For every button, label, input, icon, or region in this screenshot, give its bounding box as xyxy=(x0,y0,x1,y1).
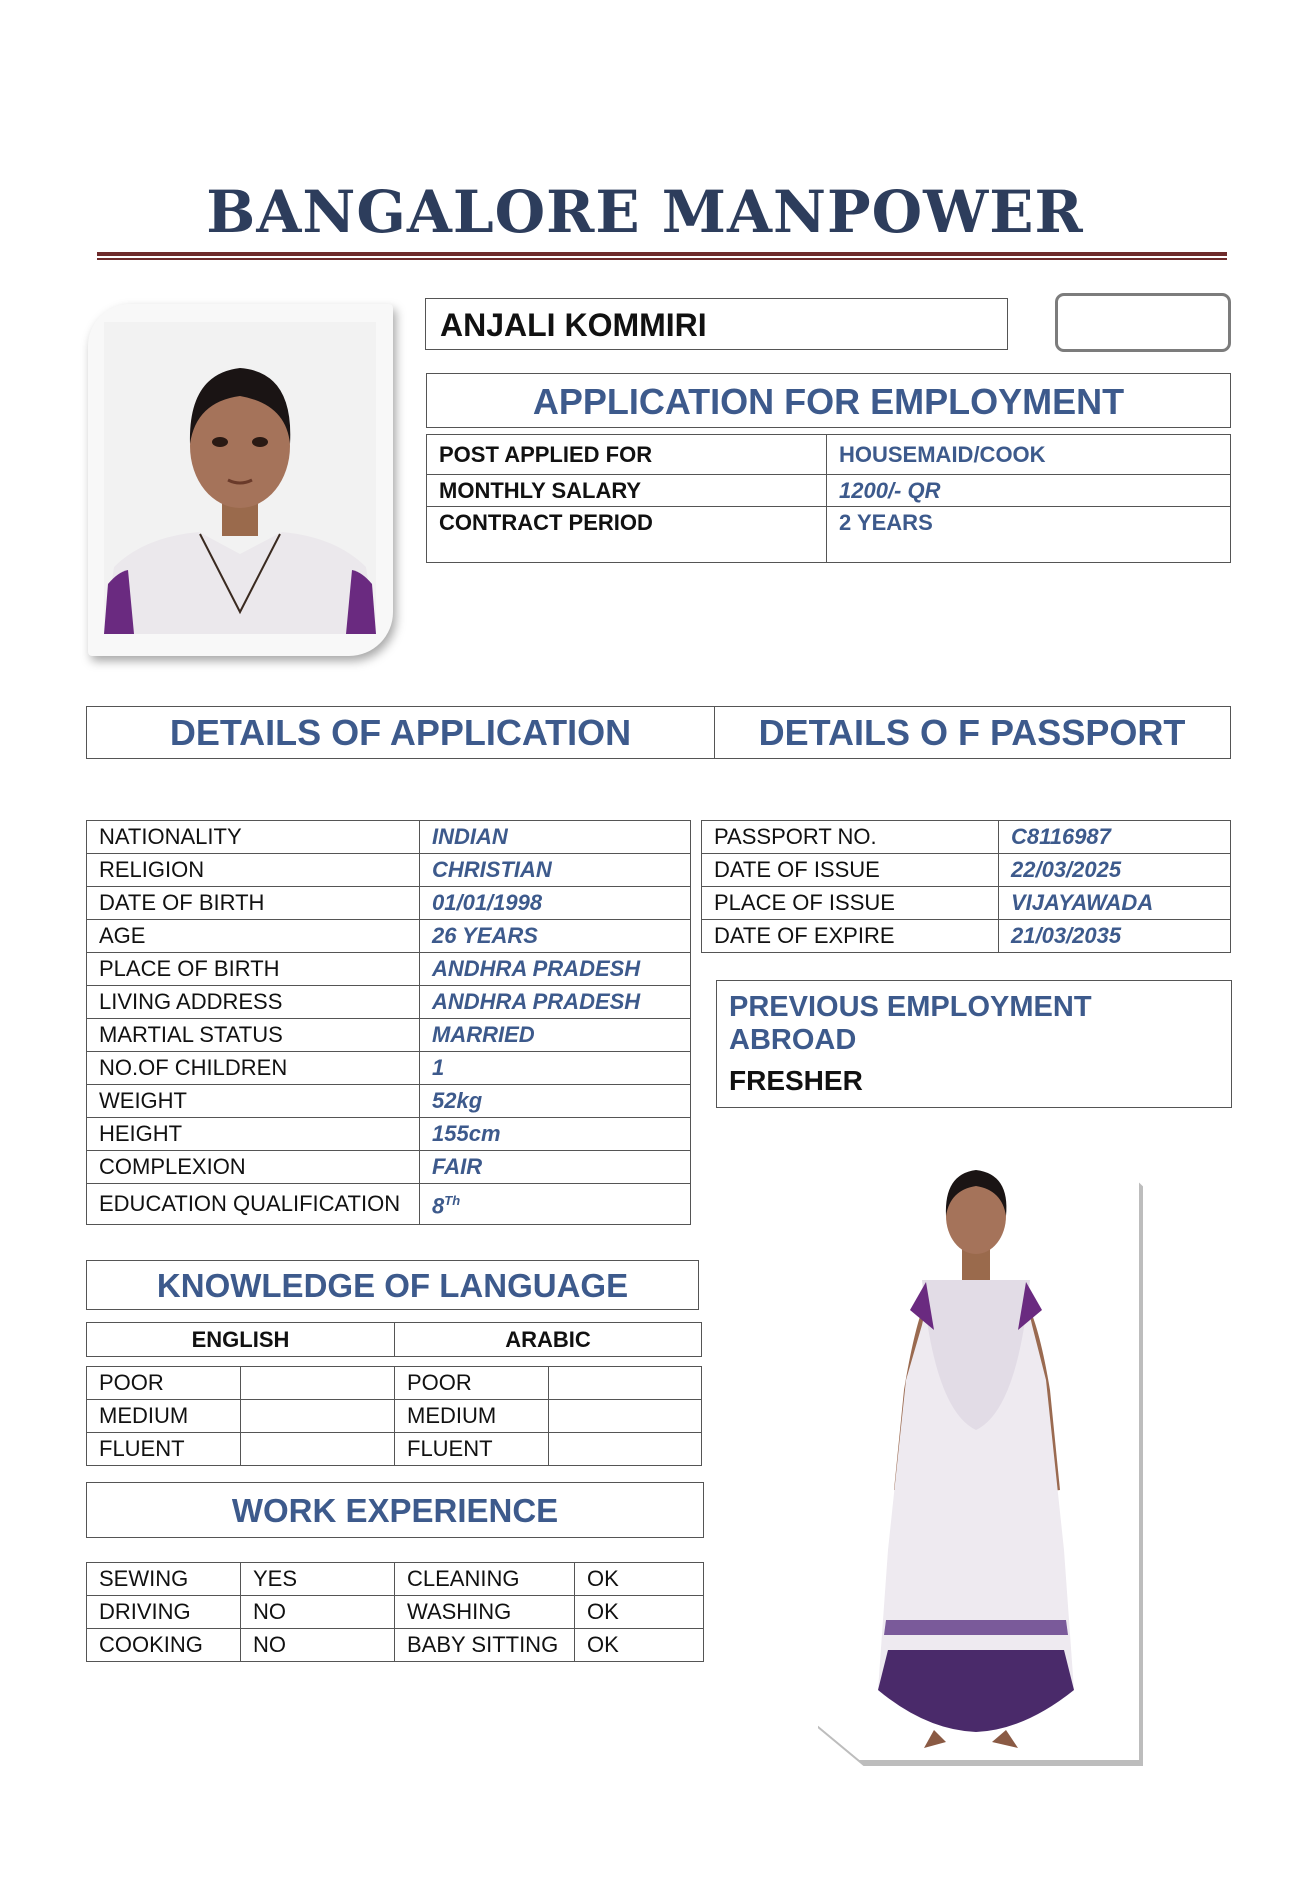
work-value: YES xyxy=(241,1563,395,1596)
work-skill: COOKING xyxy=(87,1629,241,1662)
summary-label: POST APPLIED FOR xyxy=(427,435,827,475)
arabic-level: FLUENT xyxy=(395,1433,549,1466)
summary-table xyxy=(426,434,1231,563)
detail-row xyxy=(87,1118,691,1151)
arabic-level: MEDIUM xyxy=(395,1400,549,1433)
detail-label: DATE OF BIRTH xyxy=(87,887,420,920)
detail-label: LIVING ADDRESS xyxy=(87,986,420,1019)
section-header-bar xyxy=(86,706,1231,759)
detail-row xyxy=(87,986,691,1019)
summary-value: 2 YEARS xyxy=(827,507,1231,563)
work-row xyxy=(87,1596,704,1629)
arabic-mark xyxy=(549,1400,702,1433)
detail-row xyxy=(87,953,691,986)
language-header-row xyxy=(87,1323,702,1357)
english-mark xyxy=(241,1400,395,1433)
work-value: NO xyxy=(241,1629,395,1662)
detail-label: NATIONALITY xyxy=(87,821,420,854)
passport-value: C8116987 xyxy=(999,821,1231,854)
passport-label: DATE OF ISSUE xyxy=(702,854,999,887)
full-length-photo xyxy=(814,1130,1139,1760)
detail-value: MARRIED xyxy=(420,1019,691,1052)
application-details-table xyxy=(86,820,691,1225)
work-value: NO xyxy=(241,1596,395,1629)
summary-value: 1200/- QR xyxy=(827,475,1231,507)
detail-label: NO.OF CHILDREN xyxy=(87,1052,420,1085)
language-header: KNOWLEDGE OF LANGUAGE xyxy=(86,1260,699,1310)
detail-label: WEIGHT xyxy=(87,1085,420,1118)
english-level: MEDIUM xyxy=(87,1400,241,1433)
passport-label: DATE OF EXPIRE xyxy=(702,920,999,953)
detail-value: ANDHRA PRADESH xyxy=(420,953,691,986)
english-mark xyxy=(241,1433,395,1466)
education-superscript: Th xyxy=(444,1193,461,1209)
detail-label: HEIGHT xyxy=(87,1118,420,1151)
summary-row xyxy=(427,475,1231,507)
detail-row xyxy=(87,1184,691,1225)
header-rule-thin xyxy=(97,258,1227,260)
detail-value: FAIR xyxy=(420,1151,691,1184)
passport-details-table xyxy=(701,820,1231,953)
application-title: APPLICATION FOR EMPLOYMENT xyxy=(426,373,1231,428)
work-skill: DRIVING xyxy=(87,1596,241,1629)
language-levels-table xyxy=(86,1366,702,1466)
detail-row xyxy=(87,1085,691,1118)
language-row xyxy=(87,1433,702,1466)
detail-row xyxy=(87,854,691,887)
detail-value: CHRISTIAN xyxy=(420,854,691,887)
detail-value xyxy=(420,1184,691,1225)
previous-employment-box xyxy=(716,980,1232,1108)
summary-row xyxy=(427,435,1231,475)
passport-details-header: DETAILS O F PASSPORT xyxy=(758,712,1186,753)
passport-value: VIJAYAWADA xyxy=(999,887,1231,920)
work-skill: BABY SITTING xyxy=(395,1629,575,1662)
arabic-mark xyxy=(549,1433,702,1466)
detail-row xyxy=(87,920,691,953)
passport-row xyxy=(702,920,1231,953)
detail-value: 01/01/1998 xyxy=(420,887,691,920)
detail-label: EDUCATION QUALIFICATION xyxy=(87,1184,420,1225)
detail-value: ANDHRA PRADESH xyxy=(420,986,691,1019)
work-row xyxy=(87,1629,704,1662)
work-value: OK xyxy=(575,1596,704,1629)
work-skill: WASHING xyxy=(395,1596,575,1629)
language-row xyxy=(87,1367,702,1400)
header-rule xyxy=(97,252,1227,256)
detail-row xyxy=(87,1151,691,1184)
work-value: OK xyxy=(575,1629,704,1662)
summary-label: MONTHLY SALARY xyxy=(427,475,827,507)
previous-employment-value: FRESHER xyxy=(729,1065,863,1096)
language-row xyxy=(87,1400,702,1433)
summary-row xyxy=(427,507,1231,563)
detail-row xyxy=(87,1019,691,1052)
english-level: FLUENT xyxy=(87,1433,241,1466)
summary-value: HOUSEMAID/COOK xyxy=(827,435,1231,475)
work-experience-table xyxy=(86,1562,704,1662)
work-row xyxy=(87,1563,704,1596)
arabic-mark xyxy=(549,1367,702,1400)
passport-label: PLACE OF ISSUE xyxy=(702,887,999,920)
work-value: OK xyxy=(575,1563,704,1596)
application-details-header: DETAILS OF APPLICATION xyxy=(87,707,715,758)
language-header-table xyxy=(86,1322,702,1357)
passport-row xyxy=(702,821,1231,854)
detail-value: INDIAN xyxy=(420,821,691,854)
passport-photo xyxy=(104,322,376,634)
arabic-level: POOR xyxy=(395,1367,549,1400)
passport-row xyxy=(702,887,1231,920)
previous-employment-title: PREVIOUS EMPLOYMENT ABROAD xyxy=(729,991,1092,1056)
passport-value: 21/03/2035 xyxy=(999,920,1231,953)
work-skill: SEWING xyxy=(87,1563,241,1596)
detail-label: COMPLEXION xyxy=(87,1151,420,1184)
passport-value: 22/03/2025 xyxy=(999,854,1231,887)
detail-row xyxy=(87,821,691,854)
candidate-name: ANJALI KOMMIRI xyxy=(425,298,1008,350)
summary-label: CONTRACT PERIOD xyxy=(427,507,827,563)
company-title: BANGALORE MANPOWER xyxy=(206,178,1084,246)
detail-label: PLACE OF BIRTH xyxy=(87,953,420,986)
passport-row xyxy=(702,854,1231,887)
passport-label: PASSPORT NO. xyxy=(702,821,999,854)
detail-value: 52kg xyxy=(420,1085,691,1118)
english-level: POOR xyxy=(87,1367,241,1400)
detail-value: 26 YEARS xyxy=(420,920,691,953)
detail-row xyxy=(87,1052,691,1085)
work-experience-header: WORK EXPERIENCE xyxy=(86,1482,704,1538)
detail-value: 1 xyxy=(420,1052,691,1085)
english-mark xyxy=(241,1367,395,1400)
detail-row xyxy=(87,887,691,920)
reference-box xyxy=(1055,293,1231,352)
detail-label: RELIGION xyxy=(87,854,420,887)
english-header: ENGLISH xyxy=(87,1323,395,1357)
arabic-header: ARABIC xyxy=(395,1323,702,1357)
work-skill: CLEANING xyxy=(395,1563,575,1596)
passport-photo-frame xyxy=(88,304,393,656)
detail-label: AGE xyxy=(87,920,420,953)
detail-value: 155cm xyxy=(420,1118,691,1151)
education-value: 8 xyxy=(432,1193,445,1219)
detail-label: MARTIAL STATUS xyxy=(87,1019,420,1052)
